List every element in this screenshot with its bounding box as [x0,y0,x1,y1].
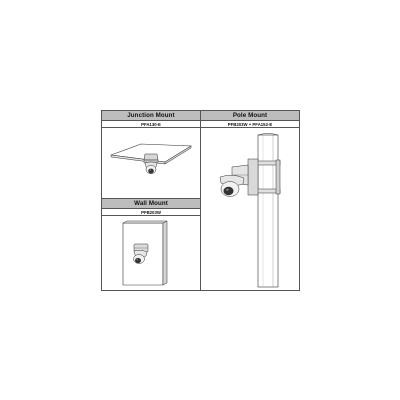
junction-mount-header: Junction Mount [102,111,200,121]
wall-camera-icon [119,219,183,289]
mount-table [101,110,300,291]
pole-mount-part: PFB203W + PFA152-E [201,121,299,128]
junction-mount-part: PFA130-E [102,121,200,128]
wall-mount-header: Wall Mount [102,199,200,209]
ceiling-camera-icon [108,133,194,195]
pole-camera-icon [210,133,292,289]
pole-mount-header: Pole Mount [201,111,299,121]
column-divider [200,111,201,290]
wall-mount-part: PFB203W [102,209,200,216]
